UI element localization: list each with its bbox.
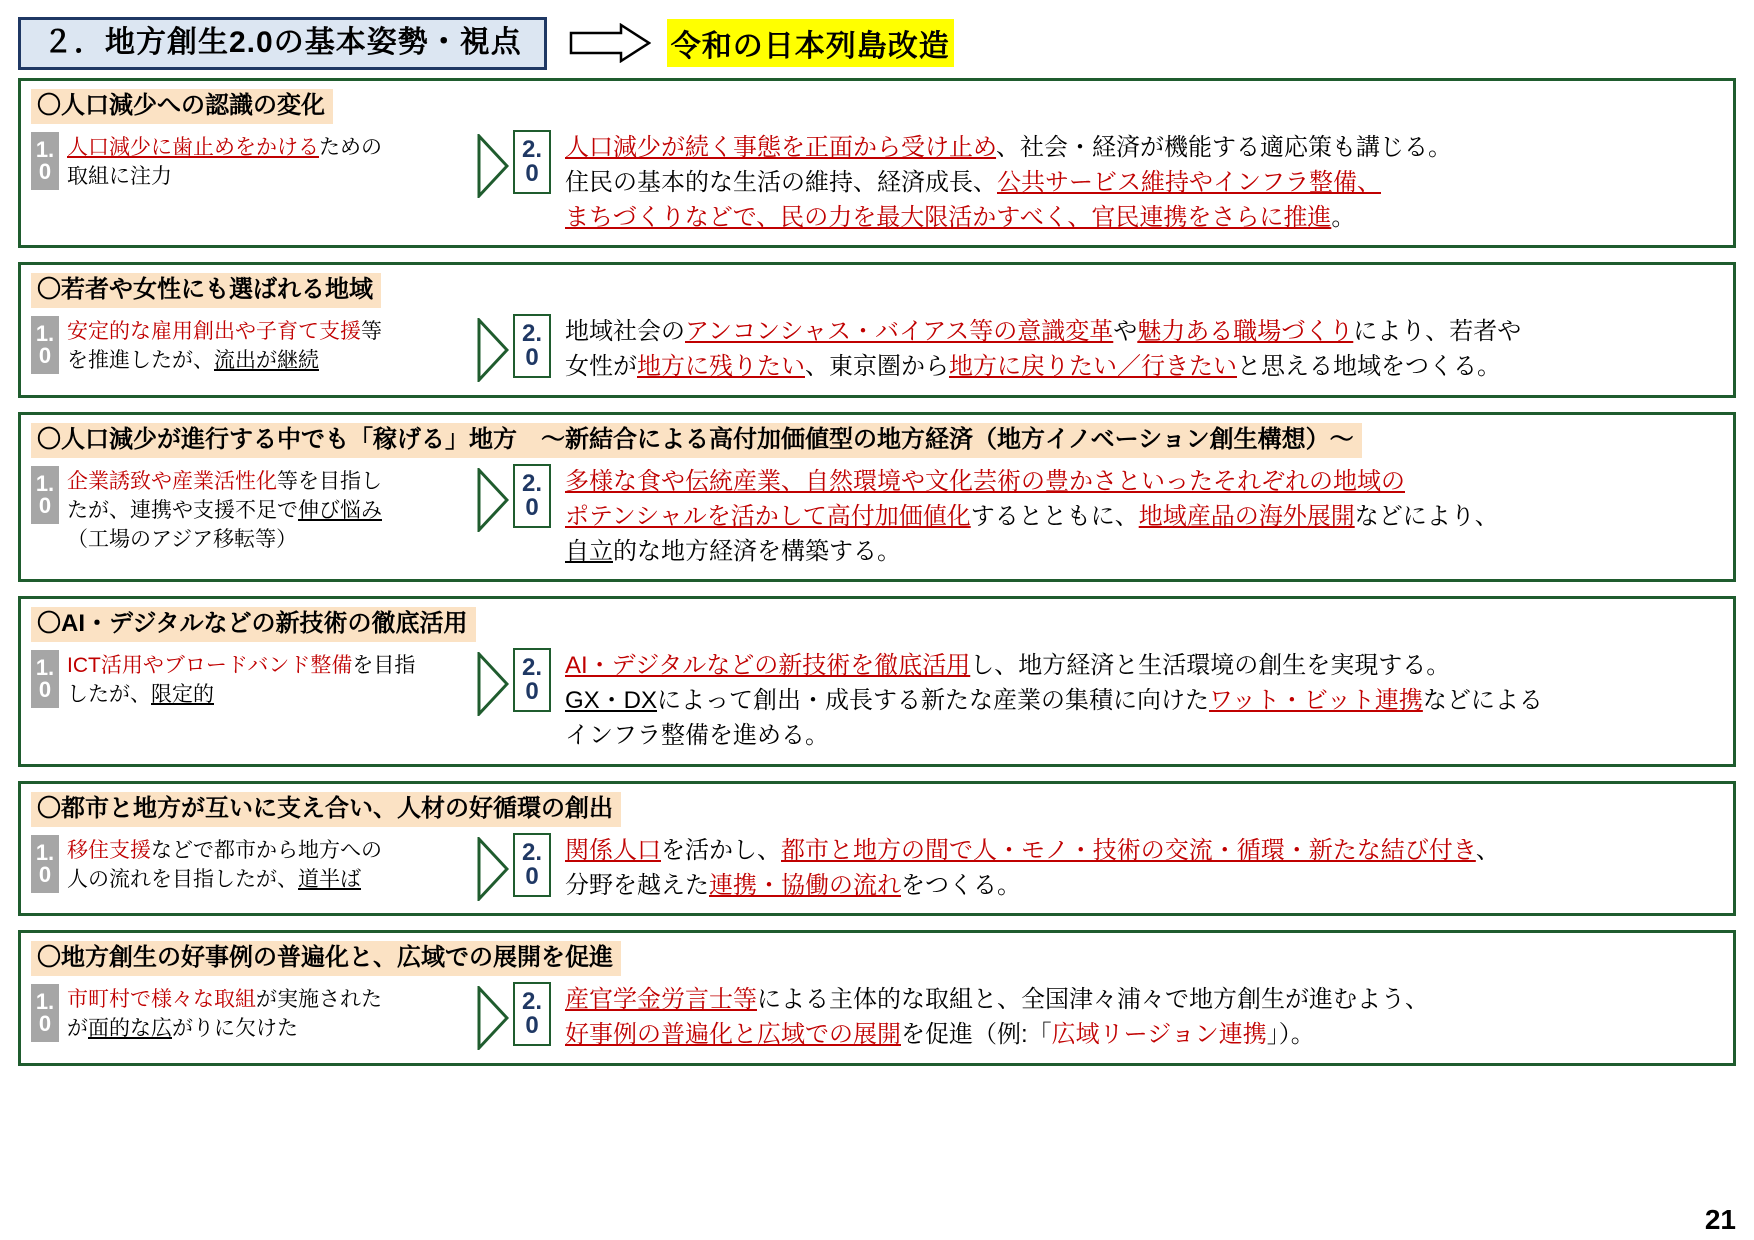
old-policy-text: ICT活用やブロードバンド整備を目指 したが、限定的 [67,654,416,707]
new-policy-text: AI・デジタルなどの新技術を徹底活用し、地方経済と生活環境の創生を実現する。 GX・DXによって創出・成長する新たな産業の集積に向けたワット・ビット連携などによる インフラ整備を進める。 [565,652,1543,749]
version-badge-1-0 [31,132,59,190]
old-policy-column [31,130,471,192]
badge-top: 1. [35,839,55,865]
new-policy-text: 人口減少が続く事態を正面から受け止め、社会・経済が機能する適応策も講じる。 住民の基本的な生活の維持、経済成長、公共サービス維持やインフラ整備、 まちづくりなどで、民の力を最大限活かすべく、官民連携をさらに推進。 [565,134,1453,231]
old-policy-text: 安定的な雇用創出や子育て支援等 を推進したが、流出が継続 [67,320,382,373]
block-title: 〇人口減少が進行する中でも「稼げる」地方 ～新結合による高付加価値型の地方経済（地方イノベーション創生構想）～ [31,423,1362,458]
header-highlight-text: 令和の日本列島改造 [667,19,954,67]
chevron-right-icon [471,648,513,716]
badge-bottom: 0 [38,1011,52,1037]
block-title: 〇地方創生の好事例の普遍化と、広域での展開を促進 [31,941,621,976]
badge-bottom: 0 [38,159,52,184]
block-row [31,982,1723,1053]
block-row [31,648,1723,753]
badge-bottom: 0 [525,493,539,521]
badge-bottom: 0 [525,344,539,372]
version-badge-1-0 [31,466,59,524]
block-earning-region [18,412,1736,582]
block-title: 〇人口減少への認識の変化 [31,89,333,124]
version-badge-1-0 [31,984,59,1042]
badge-top: 1. [35,137,55,162]
badge-top: 2. [521,320,542,348]
badge-top: 1. [35,321,55,347]
badge-top: 2. [521,988,542,1016]
block-youth-women-region [18,262,1736,398]
version-badge-2-0 [513,130,551,194]
chevron-right-icon [471,833,513,901]
badge-bottom: 0 [38,492,52,518]
block-row [31,314,1723,385]
block-title: 〇若者や女性にも選ばれる地域 [31,273,381,308]
version-badge-1-0 [31,316,59,374]
badge-bottom: 0 [38,677,52,703]
version-badge-2-0 [513,648,551,712]
chevron-right-icon [471,130,513,198]
version-badge-2-0 [513,833,551,897]
chevron-right-icon [471,982,513,1050]
old-policy-text: 移住支援などで都市から地方への 人の流れを目指したが、道半ば [67,838,382,891]
version-badge-2-0 [513,982,551,1046]
new-policy-text: 地域社会のアンコンシャス・バイアス等の意識変革や魅力ある職場づくりにより、若者や 女性が地方に残りたい、東京圏から地方に戻りたい／行きたいと思える地域をつくる。 [565,318,1522,381]
block-ai-digital [18,596,1736,766]
version-badge-2-0 [513,314,551,378]
version-badge-1-0 [31,835,59,893]
old-policy-column [31,982,471,1044]
block-population-awareness [18,78,1736,248]
block-row [31,833,1723,904]
block-row [31,464,1723,569]
badge-top: 2. [521,654,542,682]
badge-top: 2. [521,838,542,866]
chevron-right-icon [471,314,513,382]
old-policy-text: 人口減少に歯止めをかけるための 取組に注力 [67,136,382,188]
badge-bottom: 0 [525,678,539,706]
badge-top: 2. [521,469,542,497]
new-policy-text: 関係人口を活かし、都市と地方の間で人・モノ・技術の交流・循環・新たな結び付き、 分野を越えた連携・協働の流れをつくる。 [565,836,1500,899]
new-policy-text: 多様な食や伝統産業、自然環境や文化芸術の豊かさといったそれぞれの地域の ポテンシャルを活かして高付加価値化するとともに、地域産品の海外展開などにより、 自立的な地方経済を構築する。 [565,467,1499,565]
badge-bottom: 0 [38,343,52,369]
badge-bottom: 0 [525,1012,539,1040]
old-policy-column [31,648,471,710]
old-policy-column [31,314,471,376]
badge-bottom: 0 [38,861,52,887]
page-title: ２．地方創生2.0の基本姿勢・視点 [18,17,547,70]
badge-bottom: 0 [525,160,539,187]
block-best-practice-expansion [18,930,1736,1066]
new-policy-text: 産官学金労言士等による主体的な取組と、全国津々浦々で地方創生が進むよう、 好事例の普遍化と広域での展開を促進（例:「広域リージョン連携」）。 [565,986,1429,1049]
chevron-right-icon [471,464,513,532]
right-arrow-icon [569,23,651,63]
slide-header [18,14,1736,72]
badge-top: 1. [35,470,55,496]
page-number: 21 [1704,1204,1736,1235]
old-policy-column [31,464,471,555]
version-badge-1-0 [31,650,59,708]
badge-bottom: 0 [525,862,539,890]
old-policy-text: 企業誘致や産業活性化等を目指し たが、連携や支援不足で伸び悩み （工場のアジア移転等） [67,469,382,551]
block-title: 〇AI・デジタルなどの新技術の徹底活用 [31,607,476,642]
old-policy-column [31,833,471,895]
badge-top: 2. [521,136,542,163]
block-urban-rural-circulation [18,781,1736,917]
badge-top: 1. [35,989,55,1015]
version-badge-2-0 [513,464,551,528]
block-title: 〇都市と地方が互いに支え合い、人材の好循環の創出 [31,792,621,827]
old-policy-text: 市町村で様々な取組が実施された が面的な広がりに欠けた [67,988,382,1041]
block-row [31,130,1723,235]
badge-top: 1. [35,655,55,681]
